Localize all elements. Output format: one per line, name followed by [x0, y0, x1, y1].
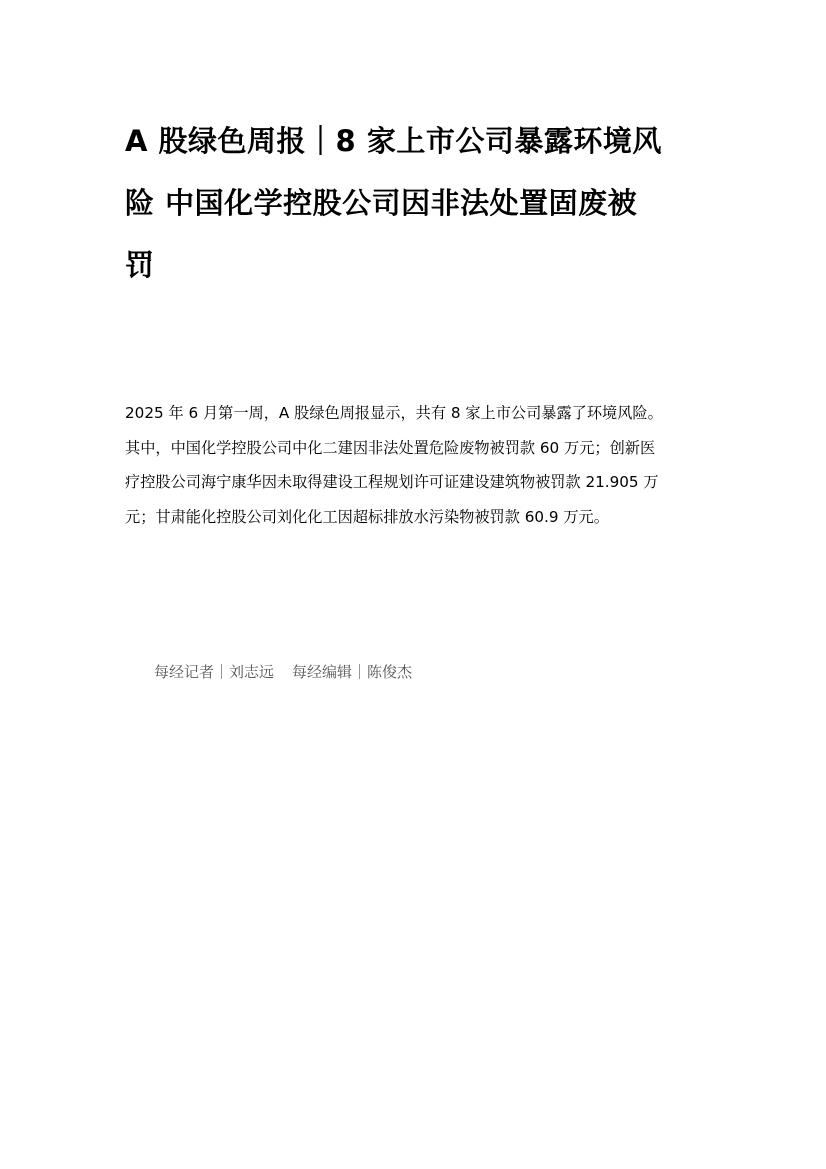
article-title	[125, 110, 705, 296]
article-body-line-1: 2025 年 6 月第一周，A 股绿色周报显示，共有 8 家上市公司暴露了环境风险。	[125, 404, 663, 422]
byline-editor: 每经编辑｜陈俊杰	[292, 663, 413, 681]
article-title-line-3: 罚	[125, 248, 155, 282]
article-title-line-2: 险 中国化学控股公司因非法处置固废被	[125, 186, 638, 220]
article-body-line-3: 疗控股公司海宁康华因未取得建设工程规划许可证建设建筑物被罚款 21.905 万	[125, 473, 659, 491]
byline-reporter: 每经记者｜刘志远	[154, 663, 275, 681]
article-body-line-4: 元；甘肃能化控股公司刘化化工因超标排放水污染物被罚款 60.9 万元。	[125, 507, 609, 526]
article-title-line-1: A 股绿色周报｜8 家上市公司暴露环境风	[125, 124, 662, 158]
article-body-line-2: 其中，中国化学控股公司中化二建因非法处置危险废物被罚款 60 万元；创新医	[125, 438, 656, 457]
article-byline	[154, 659, 412, 685]
article-body-paragraph	[125, 396, 710, 534]
